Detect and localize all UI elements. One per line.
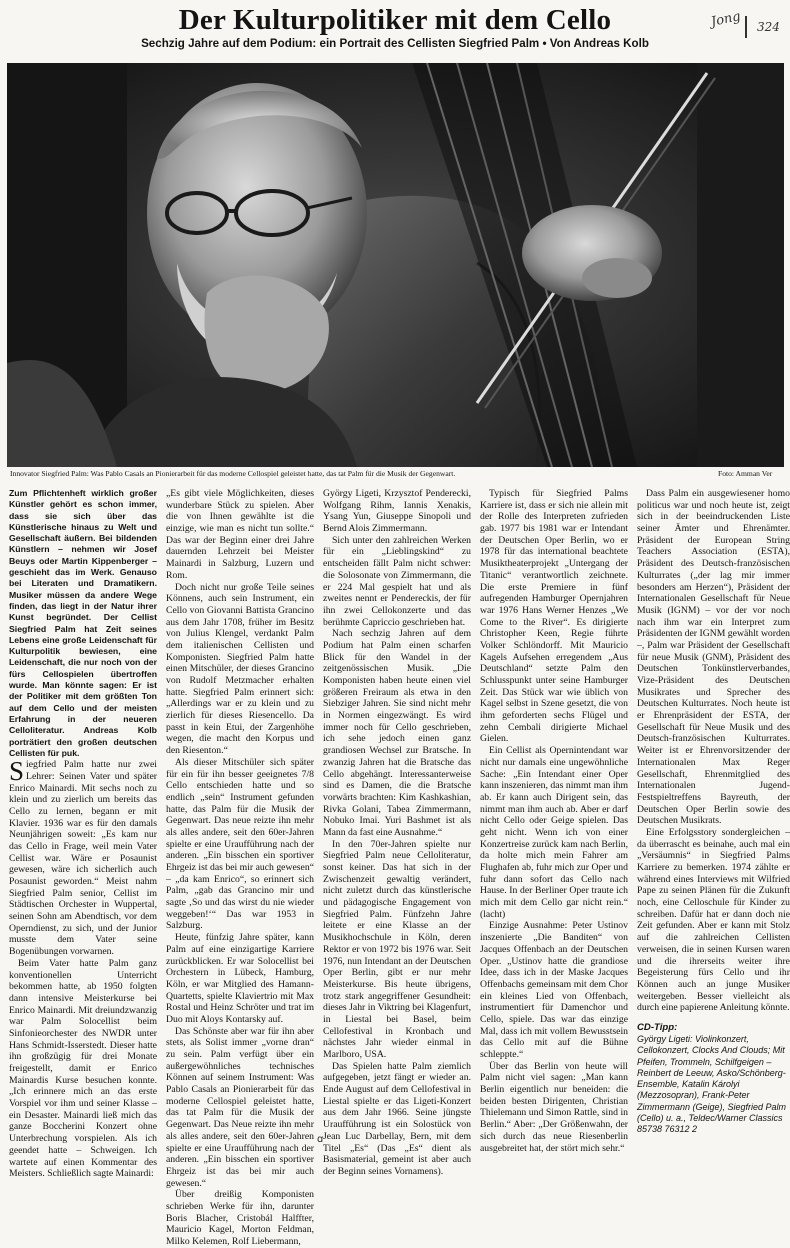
article-paragraph: Das Spielen hatte Palm ziemlich aufgegeben, jetzt fängt er wieder an. Ende August auf dem Cellofestival in Liestal spielte er das Ligeti-Konzert aus dem Jahr 1966. Seine jüngste Uraufführung ist ein Solostück von Jean Luc Darbellay, Bern, mit dem Titel „Es“ (Das „Es“ dient als Basismaterial, gemeint ist aber auch der Beginn seines Vornamens). bbox=[323, 1060, 471, 1177]
article-intro: Zum Pflichtenheft wirklich großer Künstler gehört es schon immer, dass sie sich über das Künstlerische hinaus zu Welt und Gesellschaft äußern. Bei bildenden Künstlern – nehmen wir Josef Beuys oder Martin Kippenberger – geschieht das im Werk. Genauso bei Literaten und Dramatikern. Musiker müssen da andere Wege finden, das liegt in der Natur ihrer Kunst begründet. Der Cellist Siegfried Palm hat Zeit seines Lebens eine große Leidenschaft für Kulturpolitik bewiesen, eine Leidenschaft, die nur noch von der fürs Cellospielen übertroffen wurde. Man könnte sagen: Er ist der Politiker mit dem größten Ton auf dem Cello und der meisten Erfahrung in der neueren Celloliteratur. Andreas Kolb porträtiert den großen deutschen Cellisten für puk. bbox=[9, 488, 157, 758]
article-column-4 bbox=[480, 488, 628, 1154]
first-paragraph-text: iegfried Palm hatte nur zwei Lehrer: Seinen Vater und später Enrico Mainardi. Mit sechs noch zu klein und zu zierlich um bereits das Cello zu lernen, begann er mit Klavier. 1936 war es für den damals Neunjährigen soweit: „Es kam nur das Cello in Frage, weil mein Vater Cellist war. Wäre er Posaunist gewesen, wäre ich sicherlich auch Posaunist geworden.“ Meist nahm Siegfried Palm senior, Cellist im Städtischen Orchester in Wuppertal, seinen Sohn am Abendtisch, vor dem Operndienst, zu sich, und der Junior musste dem Vater seine Bogenübungen vorwarnen. bbox=[9, 759, 157, 958]
dropcap: S bbox=[9, 756, 25, 787]
article-paragraph: In den 70er-Jahren spielte nur Siegfried Palm neue Celloliteratur, sonst keiner. Das hat sich in der Zwischenzeit gewaltig verändert, nicht zuletzt durch das künstlerische und pädagogische Engagement von Siegfried Palm. Fünfzehn Jahre leitete er eine Klasse an der Musikhochschule in Köln, deren Rektor er von 1972 bis 1976 war. Seit 1976, nun Intendant an der Deutschen Oper Berlin, gibt er nur mehr Meisterkurse. Bis heute übrigens, trotz stark angegriffener Gesundheit: dieses Jahr in Viktring bei Klagenfurt, in Liestal bei Basel, beim Cellofestival in Kronbach und nächstes Jahr wieder einmal in Marlboro, USA. bbox=[323, 838, 471, 1060]
page-mark: ꭤ bbox=[317, 1134, 324, 1145]
article-paragraph: Sich unter den zahlreichen Werken für ein „Lieblingskind“ zu entscheiden fällt Palm nicht schwer: die Solosonate von Zimmermann, die er 224 Mal gespielt hat und als zweites nennt er Pendereckis, der für ihn zwei Cellokonzerte und das berühmte Capriccio geschrieben hat. bbox=[323, 534, 471, 628]
handwritten-note bbox=[705, 8, 787, 38]
article-paragraph bbox=[9, 756, 157, 958]
article-paragraph: György Ligeti, Krzysztof Penderecki, Wolfgang Rihm, Iannis Xenakis, Ysang Yun, Giuseppe Sinopoli und Bernd Alois Zimmermann. bbox=[323, 488, 471, 535]
cd-tip-title: CD-Tipp: bbox=[637, 1021, 678, 1033]
article-column-2 bbox=[166, 488, 314, 1247]
cellist-photo bbox=[7, 63, 784, 467]
article-paragraph: Eine Erfolgsstory sondergleichen – da überrascht es beinahe, auch mal ein „Versäumnis“ in Siegfried Palms Karriere zu bemerken. 1974 zählte er während eines Interviews mit Wilfried Pape zu seinen Plänen für die Zukunft noch, eine Celloschule für Kinder zu schreiben. Dafür hat er dann doch nie Zeit gefunden. Aber er kann mit Stolz auf die zahlreichen Cellisten verweisen, die in seinen Kursen waren und die ihrerseits weiter ihre Begeisterung fürs Cello und ihr Können auch an junge Musiker weitergeben. Besser vielleicht als durch eine papierene Anleitung könnte. bbox=[637, 826, 790, 1014]
article-paragraph: „Es gibt viele Möglichkeiten, dieses wunderbare Stück zu spielen. Aber die von Ihnen gewählte ist die einzige, wie man es nicht tun sollte.“ Das war der Beginn einer drei Jahre dauernden Lehrzeit bei Meister Mainardi in Salzburg, Luzern und Rom. bbox=[166, 488, 314, 581]
article-paragraph: Ein Cellist als Opernintendant war nicht nur damals eine ungewöhnliche Sache: „Ein Intendant einer Oper kann inszenieren, das nimmt man ihm ab. Er kann auch Dirigent sein, das nimmt man ihm auch ab. Aber er darf nicht Cello oder Geige spielen. Das geht nicht. Wenn ich von einer Konzertreise zurück kam nach Berlin, da holte mich mein Fahrer am Flughafen ab, fuhr mich zur Oper und fuhr dann sofort das Cello nach Hause. In der Berliner Oper traute ich mich mit dem Cello gar nicht rein.“ (lacht) bbox=[480, 745, 628, 920]
article-paragraph: Nach sechzig Jahren auf dem Podium hat Palm einen scharfen Blick für den Wandel in der zeitgenössischen Musik. „Die Komponisten haben heute einen viel größeren Freiraum als etwa in den Siebziger Jahren. Sie sind nicht mehr in Normen eingezwängt. Es wird immer noch für Cello geschrieben, ich sehe jedoch einen ganz grandiosen Wechsel zur Bratsche. In zwanzig Jahren hat die Bratsche das Cello abgehängt. Interessanterweise sind es Damen, die die Bratsche vorwärts brachten: Kim Kashkashian, Rivka Golani, Tabea Zimmermann, Nobuko Imai. Yuri Bashmet ist als Mann da fast eine Ausnahme.“ bbox=[323, 628, 471, 838]
article-column-5 bbox=[637, 488, 790, 1140]
article-paragraph: Dass Palm ein ausgewiesener homo politicus war und noch heute ist, zeigt sich in der beeindruckenden Liste seiner Ämter und Ehrenämter. Präsident der European String Teachers Association (ESTA), Präsident des Deutsch-französischen Kulturrates („der lag mir immer besonders am Herzen“), Präsident der Internationalen Gesellschaft für Neue Musik (IGNM) – vor der vor noch nach ihm war ein Interpret zum Präsidenten der IGNM gewählt worden –, Palm war Präsident der Gesellschaft für neue Musik (GNM), Präsident des Deutschen Tonkünstlerverbandes, Vize-Präsident des Deutschen Musikrates und Sprecher des Deutschen Kulturrates. Noch heute ist er Ehrenpräsident der ESTA, der Gesellschaft für Neue Musik und des Deutsch-französischen Kulturrates. Weiter ist er Ehrenvorsitzender der Internationalen Max Reger Gesellschaft, Ehrenmitglied des Internationalen Jugend-Festspieltreffens Bayreuth, der Deutschen Oper Berlin sowie des Deutschen Musikrats. bbox=[637, 488, 790, 827]
article-paragraph: Das Schönste aber war für ihn aber stets, als Solist immer „vorne dran“ zu sein. Palm verfügt über ein außergewöhnliches technisches Können auf seinem Instrument: Was Pablo Casals an Pionierarbeit für das moderne Cellospiel geleistet hatte, das tat Palm für die Musik der Gegenwart. Das Neue reizte ihn mehr als alles andere, seit den 60er-Jahren spielte er eine Uraufführung nach der anderen. „Ein bisschen ein sportiver Ehrgeiz ist das bei mir auch gewesen.“ bbox=[166, 1025, 314, 1189]
article-column-1 bbox=[9, 488, 157, 1180]
article-paragraph: Als dieser Mitschüler sich später für ein für ihn besser geeignetes 7/8 Cello entschieden hatte und so endlich „sein“ Instrument gefunden hatte, das Palm für die Musik der Gegenwart. Das neue reizte ihn mehr als alles andere, seit den 60er-Jahren spielte er eine Uraufführung nach der anderen. „Ein bisschen ein sportiver Ehrgeiz ist das bei mir auch gewesen“ – „da kam Enrico“, so erinnert sich Palm, „gab das Grancino mir und sagte ‚So und das wirst du nie wieder weggeben!‘“ Das war 1953 in Salzburg. bbox=[166, 756, 314, 932]
handwritten-note-right: 324 bbox=[757, 20, 780, 34]
article-paragraph: Doch nicht nur große Teile seines Könnens, auch sein Instrument, ein Cello von Giovanni Battista Grancino aus dem Jahr 1708, früher im Besitz von Julius Klengel, verdankt Palm dem italienischen Cellisten und Komponisten. Siegfried Palm hatte einen Mitschüler, der dieses Grancino von Rudolf Metzmacher erhalten hatte. Siegfried Palm erinnert sich: „Allerdings war er zu klein und zu zierlich für dieses Riesencello. Da passt in kein Etui, der Zargenhöhe wegen, die macht den Korpus und den Riesenton.“ bbox=[166, 581, 314, 757]
handwritten-separator bbox=[745, 16, 747, 38]
article-paragraph: Typisch für Siegfried Palms Karriere ist, dass er sich nie allein mit der Rolle des Interpreten zufrieden gab. 1977 bis 1981 war er Intendant der Deutschen Oper Berlin, wo er 1978 für das international beachtete Musiktheaterprojekt „Untergang der Titanic“ verantwortlich zeichnete. Die erste Premiere in fünf aufregenden Hamburger Opernjahren war 1976 Hans Werner Henzes „We Come to the River“. Es dirigierte Christopher Keen, Regie führte Volker Schlöndorff. Mit Mauricio Kagels Aufsehen erregendem „Aus Deutschland“ setzte Palm den Schlusspunkt unter seine Hamburger Zeit. Das Stück war wie üblich von Kagel selbst in Szene gesetzt, die von ihm geforderten sechs Flügel und zehn Cembali dirigierte Michael Gielen. bbox=[480, 488, 628, 745]
article-paragraph: Beim Vater hatte Palm ganz konventionellen Unterricht bekommen hatte, ab 1950 folgten dann intensive Meisterkurse bei Enrico Mainardi. Mit dreiundzwanzig war Palm Solocellist beim Sinfonieorchester des NWDR unter Hans Schmidt-Isserstedt. Dieser hatte ihn großzügig für drei Monate freigestellt, damit er Enrico Mainardis Kurse besuchen konnte. „Ich erinnere mich an das erste Vorspiel vor ihm und seiner Klasse – ein Desaster. Mainardi ließ mich das ganze Boccherini Konzert ohne Unterbrechung vorspielen. Als ich geendet hatte – Schweigen. Ich wartete auf einen Kommentar des Meisters. Schließlich sagte Mainardi: bbox=[9, 957, 157, 1180]
photo-credit: Foto: Amman Ver bbox=[718, 469, 773, 478]
article-paragraph: Heute, fünfzig Jahre später, kann Palm auf eine einzigartige Karriere zurückblicken. Er war Solocellist bei Orchestern in Lübeck, Hamburg, Köln, er war Mitglied des Hamann-Quartetts, spielte Klaviertrio mit Max Rostal und Heinz Schröter und trat im Duo mit Aloys Kontarsky auf. bbox=[166, 932, 314, 1025]
cd-tip-body: György Ligeti: Violinkonzert, Cellokonzert, Clocks And Clouds; Mit Pfeifen, Trommeln, Schilfgeigen – Reinbert de Leeuw, Asko/Schönberg-Ensemble, Katalin Károlyi (Mezzosopran), Frank-Peter Zimmermann (Geige), Siegfried Palm (Cello) u. a., Teldec/Warner Classics 85738 76312 2 bbox=[637, 1033, 787, 1135]
article-paragraph: Einzige Ausnahme: Peter Ustinov inszenierte „Die Banditen“ von Jacques Offenbach an der Deutschen Oper. „Ustinov hatte die grandiose Idee, dass ich in der Maske Jacques Offenbachs gemeinsam mit dem Chor ein kleines Lied von Offenbach, instrumentiert für Damenchor und Cello, spiele. Das war das einzige Mal, dass ich mit vollem Bewusstsein das Cello mit auf die Bühne schleppte.“ bbox=[480, 920, 628, 1060]
cellist-photo-illustration bbox=[7, 63, 784, 467]
article-paragraph: Über dreißig Komponisten schrieben Werke für ihn, darunter Boris Blacher, Cristobál Halffter, Mauricio Kagel, Morton Feldman, Milko Kelemen, Rolf Liebermann, bbox=[166, 1189, 314, 1247]
article-paragraph: Über das Berlin von heute will Palm nicht viel sagen: „Man kann Berlin eigentlich nur beneiden: die beiden besten Dirigenten, Christian Thielemann und Simon Rattle, sind in Berlin.“ Aber: „Der Größenwahn, der sich durch das neue Riesenberlin ausgebreitet hat, der stört mich sehr.“ bbox=[480, 1060, 628, 1154]
headline: Der Kulturpolitiker mit dem Cello bbox=[178, 4, 612, 36]
subhead: Sechzig Jahre auf dem Podium: ein Portrait des Cellisten Siegfried Palm • Von Andreas Kolb bbox=[141, 37, 649, 50]
photo-caption: Innovator Siegfried Palm: Was Pablo Casals an Pionierarbeit für das moderne Cellospiel geleistet hatte, das tat Palm für die Musik der Gegenwart. bbox=[10, 469, 456, 478]
handwritten-note-left: Jong bbox=[709, 9, 742, 30]
article-column-3 bbox=[323, 488, 471, 1177]
